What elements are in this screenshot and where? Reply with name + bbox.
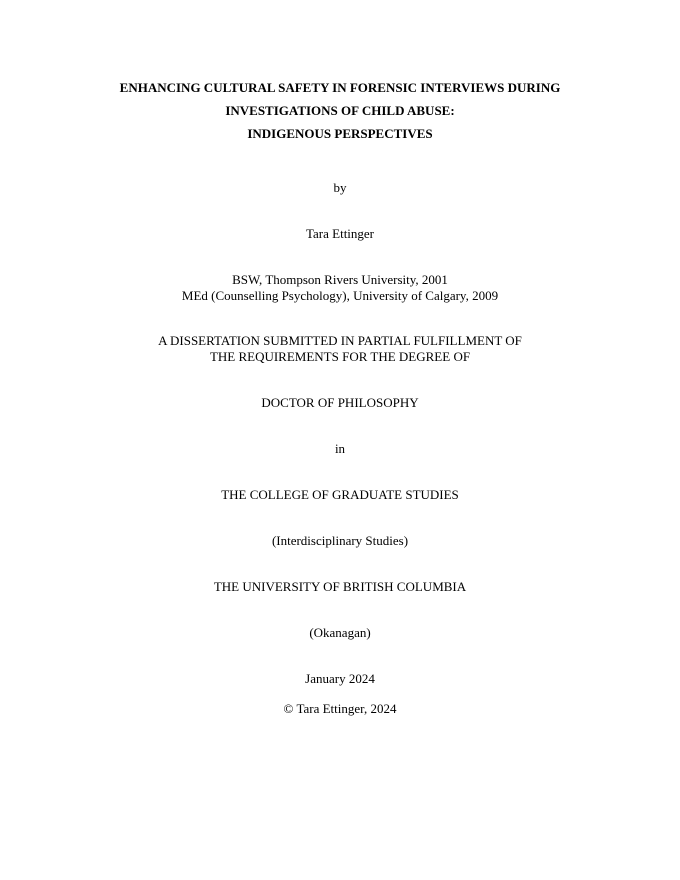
by-label: by [333,180,347,195]
degree-name: DOCTOR OF PHILOSOPHY [261,395,419,410]
thesis-title-line-2: INVESTIGATIONS OF CHILD ABUSE: [225,103,455,118]
copyright-notice: © Tara Ettinger, 2024 [283,701,397,716]
college-name: THE COLLEGE OF GRADUATE STUDIES [221,487,459,502]
prior-degree-2: MEd (Counselling Psychology), University of Calgary, 2009 [181,288,499,303]
thesis-title-line-3: INDIGENOUS PERSPECTIVES [247,126,433,141]
program-name: (Interdisciplinary Studies) [271,533,409,548]
submission-statement-line-1: A DISSERTATION SUBMITTED IN PARTIAL FULFILLMENT OF [158,333,522,348]
campus-name: (Okanagan) [309,625,371,640]
prior-degree-1: BSW, Thompson Rivers University, 2001 [232,272,448,287]
submission-statement-line-2: THE REQUIREMENTS FOR THE DEGREE OF [209,349,471,364]
in-label: in [334,441,346,456]
thesis-title-line-1: ENHANCING CULTURAL SAFETY IN FORENSIC INTERVIEWS DURING [119,80,561,95]
submission-date: January 2024 [305,671,375,686]
university-name: THE UNIVERSITY OF BRITISH COLUMBIA [213,579,467,594]
author-name: Tara Ettinger [305,226,375,241]
